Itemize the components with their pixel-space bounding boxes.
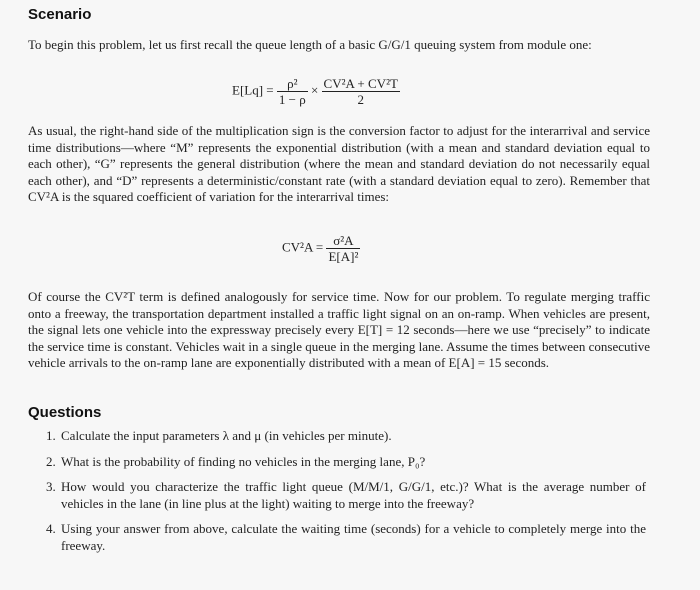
eq1-fraction-2 bbox=[322, 76, 400, 107]
questions-list bbox=[28, 428, 646, 555]
eq2-fraction bbox=[326, 233, 360, 264]
question-item bbox=[28, 428, 646, 445]
question-number: 3. bbox=[46, 479, 56, 495]
question-text: Calculate the input parameters λ and μ (in vehicles per minute). bbox=[61, 428, 392, 443]
queue-length-equation bbox=[232, 76, 400, 107]
question-item bbox=[28, 521, 646, 554]
scenario-heading: Scenario bbox=[28, 6, 92, 23]
eq1-frac2-denominator: 2 bbox=[357, 92, 364, 107]
question-item bbox=[28, 479, 646, 512]
distribution-paragraph: As usual, the right-hand side of the multiplication sign is the conversion factor to adjust for the interarrival and service time distributions—where “M” represents the exponential distribution (with a mean and standard deviation equal to each other), “G” represents the general distribution (where the mean and standard deviation do not necessarily equal each other), and “D” represents a deterministic/constant rate (with a standard deviation equal to zero). Remember that CV²A is the squared coefficient of variation for the interarrival times: bbox=[28, 123, 650, 205]
question-text: What is the probability of finding no vehicles in the merging lane, P₀? bbox=[61, 453, 426, 469]
eq2-lhs: CV²A = bbox=[282, 239, 324, 255]
question-text: Using your answer from above, calculate the waiting time (seconds) for a vehicle to completely merge into the freeway. bbox=[61, 521, 646, 553]
eq2-denominator: E[A]² bbox=[328, 249, 359, 264]
question-text: How would you characterize the traffic light queue (M/M/1, G/G/1, etc.)? What is the average number of vehicles in the lane (in line plus at the light) waiting to merge into the freeway? bbox=[61, 479, 646, 511]
eq1-fraction-1 bbox=[277, 76, 308, 107]
eq2-numerator: σ²A bbox=[326, 233, 360, 249]
intro-paragraph: To begin this problem, let us first recall the queue length of a basic G/G/1 queuing system from module one: bbox=[28, 37, 592, 52]
eq1-frac2-numerator: CV²A + CV²T bbox=[323, 76, 398, 91]
problem-paragraph: Of course the CV²T term is defined analogously for service time. Now for our problem. To regulate merging traffic onto a freeway, the transportation department installed a traffic light signal on an on-ramp. When vehicles are present, the signal lets one vehicle into the expressway precisely every E[T] = 12 seconds—here we use “precisely” to indicate the service time is constant. Vehicles wait in a single queue in the merging lane. Assume the times between consecutive vehicle arrivals to the on-ramp lane are exponentially distributed with a mean of E[A] = 15 seconds. bbox=[28, 289, 650, 371]
eq1-frac1-numerator: ρ² bbox=[277, 76, 308, 92]
cv-equation bbox=[282, 233, 360, 264]
question-number: 4. bbox=[46, 521, 56, 537]
question-item bbox=[28, 454, 646, 471]
question-number: 2. bbox=[46, 453, 56, 469]
question-number: 1. bbox=[46, 428, 56, 443]
eq1-frac1-denominator: 1 − ρ bbox=[278, 92, 306, 107]
questions-heading: Questions bbox=[28, 404, 102, 421]
eq1-times: × bbox=[310, 82, 319, 98]
eq1-lhs: E[Lq] = bbox=[232, 82, 274, 98]
